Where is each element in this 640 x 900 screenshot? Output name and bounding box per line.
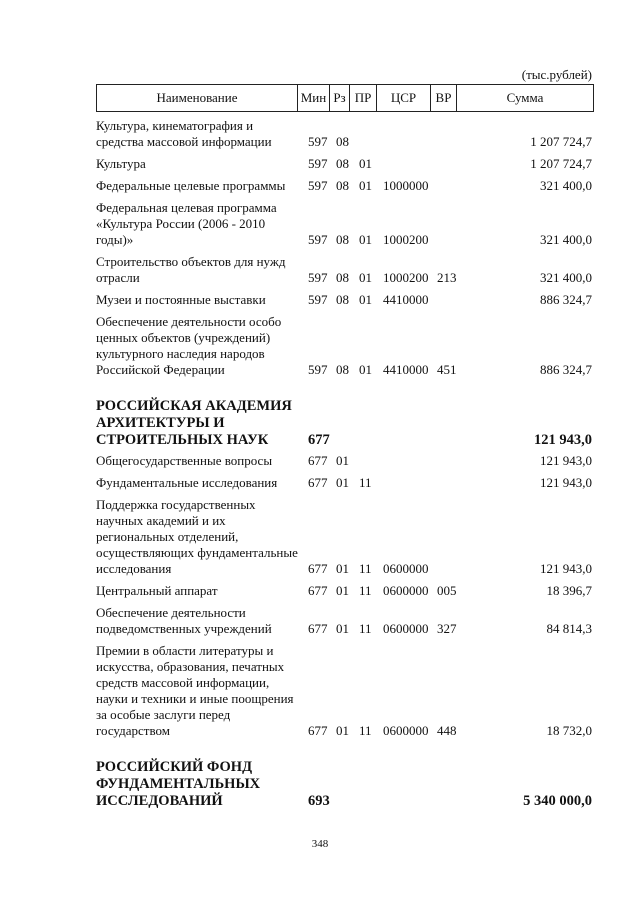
row-name: Культура xyxy=(96,156,146,171)
table-row xyxy=(96,605,594,637)
row-name: Культура, кинематография и средства массовой информации xyxy=(96,118,272,149)
table-row xyxy=(96,314,594,378)
row-sum: 84 814,3 xyxy=(546,621,592,636)
table-row xyxy=(96,643,594,739)
row-name: Премии в области литературы и искусства, образования, печатных средств массовой информации, науки и техники и иные поощрения за особые заслуги перед государством xyxy=(96,643,294,738)
row-min: 597 xyxy=(308,134,328,149)
row-pr: 01 xyxy=(359,156,372,171)
row-rz: 01 xyxy=(336,723,349,738)
row-sum: 321 400,0 xyxy=(540,270,592,285)
row-csr: 0600000 xyxy=(383,723,429,738)
table-row xyxy=(96,453,594,469)
table-row xyxy=(96,156,594,172)
row-min: 677 xyxy=(308,432,330,448)
header-pr: ПР xyxy=(349,85,376,111)
row-min: 597 xyxy=(308,292,328,307)
row-vr: 005 xyxy=(437,583,457,598)
header-csr: ЦСР xyxy=(376,85,430,111)
row-rz: 08 xyxy=(336,134,349,149)
row-sum: 121 943,0 xyxy=(540,561,592,576)
row-name: Фундаментальные исследования xyxy=(96,475,278,490)
row-min: 677 xyxy=(308,583,328,598)
table-row xyxy=(96,583,594,599)
row-sum: 121 943,0 xyxy=(540,475,592,490)
row-rz: 08 xyxy=(336,232,349,247)
row-rz: 01 xyxy=(336,621,349,636)
row-sum: 5 340 000,0 xyxy=(523,793,592,809)
row-csr: 4410000 xyxy=(383,362,429,377)
row-name: Федеральная целевая программа «Культура России (2006 - 2010 годы)» xyxy=(96,200,277,247)
row-name: Обеспечение деятельности подведомственных учреждений xyxy=(96,605,272,636)
row-pr: 01 xyxy=(359,292,372,307)
row-min: 693 xyxy=(308,793,330,809)
row-name: Музеи и постоянные выставки xyxy=(96,292,266,307)
row-rz: 08 xyxy=(336,292,349,307)
table-header xyxy=(96,84,594,112)
row-sum: 886 324,7 xyxy=(540,292,592,307)
row-csr: 1000200 xyxy=(383,232,429,247)
row-csr: 0600000 xyxy=(383,621,429,636)
row-vr: 451 xyxy=(437,362,457,377)
row-csr: 1000200 xyxy=(383,270,429,285)
table-row xyxy=(96,292,594,308)
units-label: (тыс.рублей) xyxy=(521,67,592,82)
row-pr: 11 xyxy=(359,621,372,636)
row-sum: 1 207 724,7 xyxy=(530,156,592,171)
row-csr: 4410000 xyxy=(383,292,429,307)
row-name: РОССИЙСКИЙ ФОНД ФУНДАМЕНТАЛЬНЫХ ИССЛЕДОВАНИЙ xyxy=(96,759,261,809)
row-rz: 01 xyxy=(336,561,349,576)
row-min: 597 xyxy=(308,232,328,247)
row-min: 677 xyxy=(308,453,328,468)
row-sum: 321 400,0 xyxy=(540,178,592,193)
row-rz: 08 xyxy=(336,362,349,377)
row-name: Федеральные целевые программы xyxy=(96,178,286,193)
row-sum: 18 732,0 xyxy=(546,723,592,738)
section-row xyxy=(96,398,594,449)
page-number: 348 xyxy=(311,838,329,850)
row-rz: 01 xyxy=(336,475,349,490)
section-row xyxy=(96,759,594,810)
row-csr: 0600000 xyxy=(383,583,429,598)
header-vr: ВР xyxy=(430,85,456,111)
row-rz: 08 xyxy=(336,156,349,171)
row-csr: 0600000 xyxy=(383,561,429,576)
row-pr: 11 xyxy=(359,583,372,598)
row-sum: 121 943,0 xyxy=(534,432,592,448)
row-rz: 01 xyxy=(336,583,349,598)
row-name: Поддержка государственных научных академий и их региональных отделений, осуществляющих фундаментальные исследования xyxy=(96,497,298,576)
table-row xyxy=(96,178,594,194)
row-csr: 1000000 xyxy=(383,178,429,193)
row-name: Общегосударственные вопросы xyxy=(96,453,273,468)
row-pr: 01 xyxy=(359,362,372,377)
table-row xyxy=(96,254,594,286)
row-pr: 11 xyxy=(359,723,372,738)
row-sum: 886 324,7 xyxy=(540,362,592,377)
row-min: 677 xyxy=(308,475,328,490)
table-row xyxy=(96,475,594,491)
row-vr: 213 xyxy=(437,270,457,285)
row-min: 597 xyxy=(308,270,328,285)
header-name: Наименование xyxy=(156,90,238,105)
table-body xyxy=(96,118,594,814)
row-rz: 08 xyxy=(336,178,349,193)
row-min: 597 xyxy=(308,362,328,377)
row-name: Строительство объектов для нужд отрасли xyxy=(96,254,286,285)
header-rz: Рз xyxy=(329,85,349,111)
row-pr: 01 xyxy=(359,178,372,193)
row-sum: 18 396,7 xyxy=(546,583,592,598)
row-rz: 08 xyxy=(336,270,349,285)
row-min: 597 xyxy=(308,156,328,171)
row-min: 677 xyxy=(308,621,328,636)
row-pr: 11 xyxy=(359,561,372,576)
row-min: 677 xyxy=(308,561,328,576)
row-name: РОССИЙСКАЯ АКАДЕМИЯ АРХИТЕКТУРЫ И СТРОИТЕЛЬНЫХ НАУК xyxy=(96,398,292,448)
row-pr: 01 xyxy=(359,232,372,247)
row-sum: 321 400,0 xyxy=(540,232,592,247)
row-vr: 448 xyxy=(437,723,457,738)
row-sum: 1 207 724,7 xyxy=(530,134,592,149)
table-row xyxy=(96,118,594,150)
row-rz: 01 xyxy=(336,453,349,468)
row-pr: 01 xyxy=(359,270,372,285)
row-name: Обеспечение деятельности особо ценных объектов (учреждений) культурного наследия народов Российской Федерации xyxy=(96,314,282,377)
table-row xyxy=(96,200,594,248)
row-name: Центральный аппарат xyxy=(96,583,218,598)
table-row xyxy=(96,497,594,577)
row-sum: 121 943,0 xyxy=(540,453,592,468)
row-vr: 327 xyxy=(437,621,457,636)
row-min: 597 xyxy=(308,178,328,193)
header-sum: Сумма xyxy=(456,85,593,111)
header-min: Мин xyxy=(297,85,329,111)
row-pr: 11 xyxy=(359,475,372,490)
row-min: 677 xyxy=(308,723,328,738)
